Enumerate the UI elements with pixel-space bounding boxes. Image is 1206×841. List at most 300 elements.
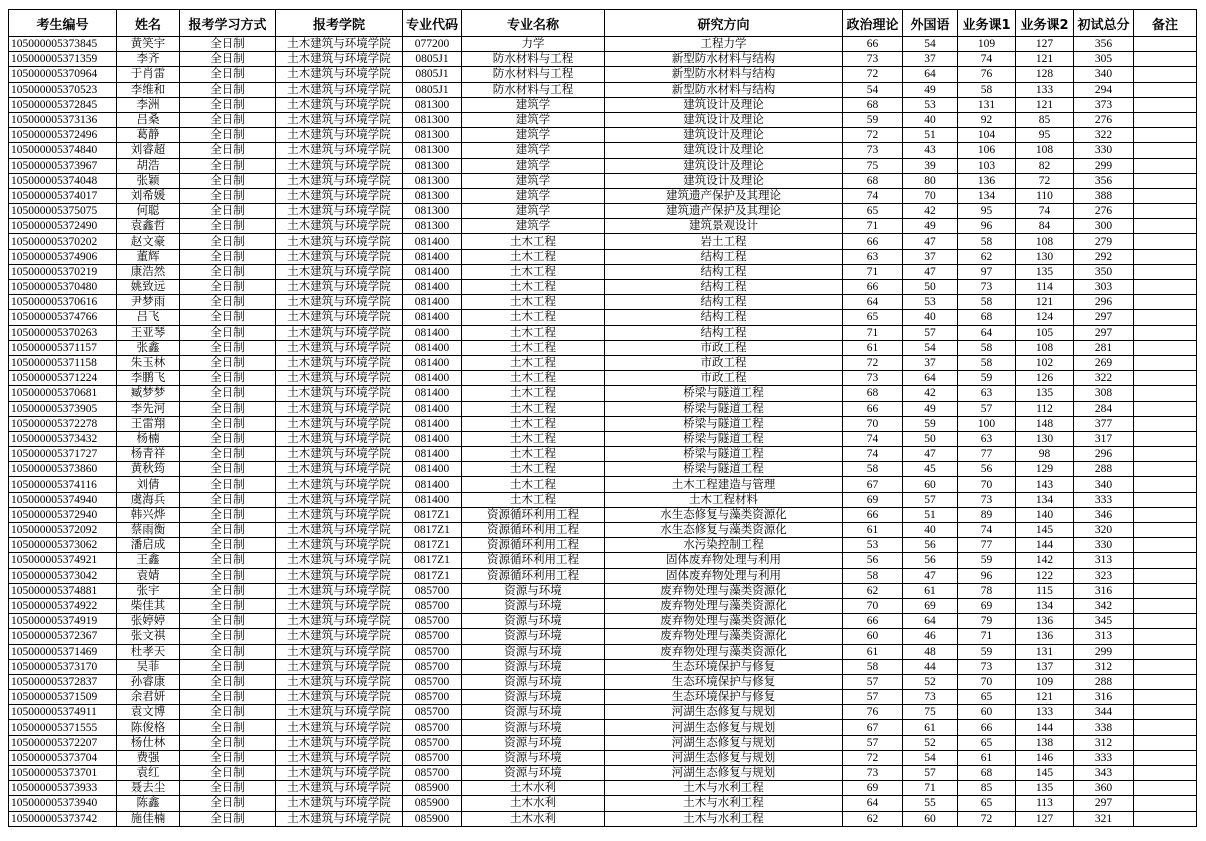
- major-name-cell: 建筑学: [462, 112, 605, 127]
- name-cell: 李洲: [117, 97, 180, 112]
- remarks-cell: [1134, 371, 1197, 386]
- major-code-cell: 081400: [403, 447, 462, 462]
- research-direction-cell: 建筑设计及理论: [605, 97, 843, 112]
- subject-1-score-cell: 68: [958, 310, 1016, 325]
- total-score-cell: 373: [1074, 97, 1134, 112]
- politics-score-cell: 65: [843, 204, 903, 219]
- name-cell: 黄笑宇: [117, 37, 180, 52]
- table-row: [9, 431, 1197, 446]
- school-cell: 土木建筑与环境学院: [276, 598, 403, 613]
- remarks-cell: [1134, 325, 1197, 340]
- research-direction-cell: 结构工程: [605, 264, 843, 279]
- school-cell: 土木建筑与环境学院: [276, 447, 403, 462]
- remarks-cell: [1134, 720, 1197, 735]
- total-score-cell: 281: [1074, 340, 1134, 355]
- major-name-cell: 土木工程: [462, 264, 605, 279]
- table-row: [9, 568, 1197, 583]
- subject-2-score-cell: 84: [1016, 219, 1074, 234]
- politics-score-cell: 72: [843, 355, 903, 370]
- table-row: [9, 766, 1197, 781]
- subject-2-score-cell: 130: [1016, 249, 1074, 264]
- major-code-cell: 081400: [403, 310, 462, 325]
- politics-score-cell: 58: [843, 462, 903, 477]
- politics-score-cell: 71: [843, 264, 903, 279]
- candidate-id-cell: 105000005373845: [9, 37, 117, 52]
- major-name-cell: 资源循环利用工程: [462, 538, 605, 553]
- research-direction-cell: 生态环境保护与修复: [605, 690, 843, 705]
- research-direction-cell: 河湖生态修复与规划: [605, 766, 843, 781]
- foreign-language-score-cell: 47: [903, 234, 958, 249]
- major-name-cell: 建筑学: [462, 158, 605, 173]
- foreign-language-score-cell: 57: [903, 766, 958, 781]
- total-score-cell: 300: [1074, 219, 1134, 234]
- school-cell: 土木建筑与环境学院: [276, 401, 403, 416]
- major-code-cell: 0817Z1: [403, 553, 462, 568]
- name-cell: 袁鑫哲: [117, 219, 180, 234]
- name-cell: 虞海兵: [117, 492, 180, 507]
- col-header-remarks: 备注: [1134, 10, 1197, 37]
- name-cell: 黄秋筠: [117, 462, 180, 477]
- school-cell: 土木建筑与环境学院: [276, 234, 403, 249]
- research-direction-cell: 土木与水利工程: [605, 811, 843, 826]
- remarks-cell: [1134, 295, 1197, 310]
- table-row: [9, 325, 1197, 340]
- major-name-cell: 建筑学: [462, 128, 605, 143]
- subject-2-score-cell: 109: [1016, 674, 1074, 689]
- subject-1-score-cell: 72: [958, 811, 1016, 826]
- candidate-id-cell: 105000005374840: [9, 143, 117, 158]
- foreign-language-score-cell: 49: [903, 219, 958, 234]
- major-name-cell: 土木工程: [462, 310, 605, 325]
- research-direction-cell: 废弃物处理与藻类资源化: [605, 614, 843, 629]
- school-cell: 土木建筑与环境学院: [276, 766, 403, 781]
- major-code-cell: 081400: [403, 371, 462, 386]
- school-cell: 土木建筑与环境学院: [276, 97, 403, 112]
- school-cell: 土木建筑与环境学院: [276, 796, 403, 811]
- foreign-language-score-cell: 53: [903, 295, 958, 310]
- name-cell: 李先河: [117, 401, 180, 416]
- col-header-foreign-language: 外国语: [903, 10, 958, 37]
- candidate-id-cell: 105000005370480: [9, 280, 117, 295]
- research-direction-cell: 桥梁与隧道工程: [605, 431, 843, 446]
- research-direction-cell: 新型防水材料与结构: [605, 82, 843, 97]
- school-cell: 土木建筑与环境学院: [276, 173, 403, 188]
- school-cell: 土木建筑与环境学院: [276, 614, 403, 629]
- subject-2-score-cell: 126: [1016, 371, 1074, 386]
- table-row: [9, 371, 1197, 386]
- study-mode-cell: 全日制: [180, 629, 276, 644]
- major-code-cell: 081300: [403, 112, 462, 127]
- subject-1-score-cell: 134: [958, 188, 1016, 203]
- total-score-cell: 276: [1074, 204, 1134, 219]
- subject-1-score-cell: 95: [958, 204, 1016, 219]
- politics-score-cell: 61: [843, 340, 903, 355]
- foreign-language-score-cell: 50: [903, 431, 958, 446]
- research-direction-cell: 河湖生态修复与规划: [605, 750, 843, 765]
- major-name-cell: 土木水利: [462, 811, 605, 826]
- subject-2-score-cell: 114: [1016, 280, 1074, 295]
- study-mode-cell: 全日制: [180, 143, 276, 158]
- table-row: [9, 705, 1197, 720]
- remarks-cell: [1134, 674, 1197, 689]
- major-code-cell: 081400: [403, 234, 462, 249]
- politics-score-cell: 61: [843, 523, 903, 538]
- subject-2-score-cell: 137: [1016, 659, 1074, 674]
- name-cell: 张颖: [117, 173, 180, 188]
- study-mode-cell: 全日制: [180, 492, 276, 507]
- major-name-cell: 资源与环境: [462, 614, 605, 629]
- subject-1-score-cell: 66: [958, 720, 1016, 735]
- name-cell: 陈俊格: [117, 720, 180, 735]
- school-cell: 土木建筑与环境学院: [276, 188, 403, 203]
- major-name-cell: 土木工程: [462, 249, 605, 264]
- school-cell: 土木建筑与环境学院: [276, 705, 403, 720]
- school-cell: 土木建筑与环境学院: [276, 386, 403, 401]
- school-cell: 土木建筑与环境学院: [276, 477, 403, 492]
- major-name-cell: 资源与环境: [462, 720, 605, 735]
- total-score-cell: 313: [1074, 629, 1134, 644]
- research-direction-cell: 结构工程: [605, 295, 843, 310]
- remarks-cell: [1134, 37, 1197, 52]
- subject-2-score-cell: 142: [1016, 553, 1074, 568]
- name-cell: 陈鑫: [117, 796, 180, 811]
- school-cell: 土木建筑与环境学院: [276, 492, 403, 507]
- major-code-cell: 085700: [403, 629, 462, 644]
- total-score-cell: 305: [1074, 52, 1134, 67]
- politics-score-cell: 72: [843, 750, 903, 765]
- remarks-cell: [1134, 310, 1197, 325]
- research-direction-cell: 生态环境保护与修复: [605, 659, 843, 674]
- total-score-cell: 350: [1074, 264, 1134, 279]
- major-code-cell: 085700: [403, 766, 462, 781]
- research-direction-cell: 固体废弃物处理与利用: [605, 568, 843, 583]
- research-direction-cell: 建筑设计及理论: [605, 173, 843, 188]
- subject-1-score-cell: 97: [958, 264, 1016, 279]
- politics-score-cell: 76: [843, 705, 903, 720]
- major-code-cell: 081400: [403, 355, 462, 370]
- table-row: [9, 173, 1197, 188]
- major-name-cell: 土木水利: [462, 781, 605, 796]
- foreign-language-score-cell: 80: [903, 173, 958, 188]
- research-direction-cell: 河湖生态修复与规划: [605, 720, 843, 735]
- major-name-cell: 土木工程: [462, 325, 605, 340]
- study-mode-cell: 全日制: [180, 735, 276, 750]
- major-code-cell: 0817Z1: [403, 507, 462, 522]
- subject-1-score-cell: 74: [958, 523, 1016, 538]
- major-name-cell: 土木工程: [462, 431, 605, 446]
- foreign-language-score-cell: 71: [903, 781, 958, 796]
- research-direction-cell: 结构工程: [605, 325, 843, 340]
- major-name-cell: 资源与环境: [462, 583, 605, 598]
- candidate-id-cell: 105000005373905: [9, 401, 117, 416]
- subject-2-score-cell: 108: [1016, 143, 1074, 158]
- foreign-language-score-cell: 57: [903, 325, 958, 340]
- name-cell: 张宇: [117, 583, 180, 598]
- politics-score-cell: 68: [843, 97, 903, 112]
- name-cell: 于肖雷: [117, 67, 180, 82]
- name-cell: 张婷婷: [117, 614, 180, 629]
- subject-2-score-cell: 133: [1016, 82, 1074, 97]
- header-row: [9, 10, 1197, 37]
- subject-2-score-cell: 115: [1016, 583, 1074, 598]
- total-score-cell: 313: [1074, 553, 1134, 568]
- study-mode-cell: 全日制: [180, 811, 276, 826]
- name-cell: 李鹏飞: [117, 371, 180, 386]
- major-code-cell: 085700: [403, 598, 462, 613]
- study-mode-cell: 全日制: [180, 158, 276, 173]
- table-row: [9, 553, 1197, 568]
- table-row: [9, 523, 1197, 538]
- research-direction-cell: 建筑设计及理论: [605, 158, 843, 173]
- major-name-cell: 建筑学: [462, 204, 605, 219]
- major-code-cell: 081400: [403, 431, 462, 446]
- study-mode-cell: 全日制: [180, 173, 276, 188]
- remarks-cell: [1134, 766, 1197, 781]
- total-score-cell: 333: [1074, 492, 1134, 507]
- major-name-cell: 土木水利: [462, 796, 605, 811]
- study-mode-cell: 全日制: [180, 234, 276, 249]
- research-direction-cell: 结构工程: [605, 280, 843, 295]
- remarks-cell: [1134, 750, 1197, 765]
- school-cell: 土木建筑与环境学院: [276, 295, 403, 310]
- table-row: [9, 750, 1197, 765]
- subject-1-score-cell: 59: [958, 371, 1016, 386]
- remarks-cell: [1134, 447, 1197, 462]
- study-mode-cell: 全日制: [180, 52, 276, 67]
- name-cell: 何聪: [117, 204, 180, 219]
- research-direction-cell: 建筑设计及理论: [605, 128, 843, 143]
- candidate-id-cell: 105000005373742: [9, 811, 117, 826]
- total-score-cell: 321: [1074, 811, 1134, 826]
- politics-score-cell: 61: [843, 644, 903, 659]
- school-cell: 土木建筑与环境学院: [276, 264, 403, 279]
- table-row: [9, 583, 1197, 598]
- foreign-language-score-cell: 37: [903, 52, 958, 67]
- major-code-cell: 085700: [403, 720, 462, 735]
- politics-score-cell: 67: [843, 720, 903, 735]
- study-mode-cell: 全日制: [180, 416, 276, 431]
- table-row: [9, 447, 1197, 462]
- total-score-cell: 338: [1074, 720, 1134, 735]
- research-direction-cell: 结构工程: [605, 249, 843, 264]
- remarks-cell: [1134, 705, 1197, 720]
- remarks-cell: [1134, 629, 1197, 644]
- subject-1-score-cell: 85: [958, 781, 1016, 796]
- study-mode-cell: 全日制: [180, 295, 276, 310]
- total-score-cell: 303: [1074, 280, 1134, 295]
- politics-score-cell: 62: [843, 811, 903, 826]
- politics-score-cell: 74: [843, 447, 903, 462]
- remarks-cell: [1134, 796, 1197, 811]
- research-direction-cell: 桥梁与隧道工程: [605, 462, 843, 477]
- research-direction-cell: 废弃物处理与藻类资源化: [605, 629, 843, 644]
- major-name-cell: 土木工程: [462, 340, 605, 355]
- remarks-cell: [1134, 568, 1197, 583]
- total-score-cell: 322: [1074, 371, 1134, 386]
- name-cell: 费强: [117, 750, 180, 765]
- foreign-language-score-cell: 56: [903, 553, 958, 568]
- candidate-id-cell: 105000005374919: [9, 614, 117, 629]
- remarks-cell: [1134, 781, 1197, 796]
- subject-2-score-cell: 138: [1016, 735, 1074, 750]
- total-score-cell: 296: [1074, 295, 1134, 310]
- total-score-cell: 294: [1074, 82, 1134, 97]
- candidate-id-cell: 105000005372092: [9, 523, 117, 538]
- name-cell: 姚致远: [117, 280, 180, 295]
- foreign-language-score-cell: 57: [903, 492, 958, 507]
- school-cell: 土木建筑与环境学院: [276, 371, 403, 386]
- candidate-id-cell: 105000005374911: [9, 705, 117, 720]
- subject-2-score-cell: 130: [1016, 431, 1074, 446]
- remarks-cell: [1134, 204, 1197, 219]
- candidate-id-cell: 105000005373940: [9, 796, 117, 811]
- candidate-id-cell: 105000005370964: [9, 67, 117, 82]
- foreign-language-score-cell: 50: [903, 280, 958, 295]
- candidate-id-cell: 105000005375075: [9, 204, 117, 219]
- name-cell: 杨青祥: [117, 447, 180, 462]
- candidate-id-cell: 105000005374048: [9, 173, 117, 188]
- study-mode-cell: 全日制: [180, 128, 276, 143]
- politics-score-cell: 72: [843, 128, 903, 143]
- subject-2-score-cell: 145: [1016, 523, 1074, 538]
- research-direction-cell: 废弃物处理与藻类资源化: [605, 583, 843, 598]
- major-name-cell: 建筑学: [462, 173, 605, 188]
- name-cell: 袁婧: [117, 568, 180, 583]
- major-code-cell: 085700: [403, 750, 462, 765]
- foreign-language-score-cell: 54: [903, 340, 958, 355]
- research-direction-cell: 水污染控制工程: [605, 538, 843, 553]
- subject-2-score-cell: 112: [1016, 401, 1074, 416]
- study-mode-cell: 全日制: [180, 568, 276, 583]
- table-row: [9, 310, 1197, 325]
- major-name-cell: 土木工程: [462, 371, 605, 386]
- politics-score-cell: 65: [843, 310, 903, 325]
- remarks-cell: [1134, 811, 1197, 826]
- remarks-cell: [1134, 614, 1197, 629]
- subject-1-score-cell: 65: [958, 735, 1016, 750]
- subject-2-score-cell: 134: [1016, 492, 1074, 507]
- research-direction-cell: 土木工程材料: [605, 492, 843, 507]
- subject-1-score-cell: 104: [958, 128, 1016, 143]
- major-code-cell: 0817Z1: [403, 568, 462, 583]
- foreign-language-score-cell: 42: [903, 386, 958, 401]
- table-row: [9, 295, 1197, 310]
- remarks-cell: [1134, 386, 1197, 401]
- col-header-major-name: 专业名称: [462, 10, 605, 37]
- subject-2-score-cell: 127: [1016, 37, 1074, 52]
- remarks-cell: [1134, 431, 1197, 446]
- subject-1-score-cell: 109: [958, 37, 1016, 52]
- subject-1-score-cell: 64: [958, 325, 1016, 340]
- subject-2-score-cell: 85: [1016, 112, 1074, 127]
- candidate-id-cell: 105000005370681: [9, 386, 117, 401]
- research-direction-cell: 建筑遗产保护及其理论: [605, 204, 843, 219]
- school-cell: 土木建筑与环境学院: [276, 204, 403, 219]
- subject-1-score-cell: 63: [958, 386, 1016, 401]
- remarks-cell: [1134, 553, 1197, 568]
- name-cell: 董辉: [117, 249, 180, 264]
- name-cell: 朱玉林: [117, 355, 180, 370]
- total-score-cell: 316: [1074, 583, 1134, 598]
- subject-1-score-cell: 71: [958, 629, 1016, 644]
- total-score-cell: 320: [1074, 523, 1134, 538]
- school-cell: 土木建筑与环境学院: [276, 67, 403, 82]
- politics-score-cell: 66: [843, 401, 903, 416]
- candidate-id-cell: 105000005372490: [9, 219, 117, 234]
- total-score-cell: 356: [1074, 37, 1134, 52]
- table-row: [9, 82, 1197, 97]
- candidate-id-cell: 105000005371469: [9, 644, 117, 659]
- name-cell: 吕桑: [117, 112, 180, 127]
- total-score-cell: 299: [1074, 158, 1134, 173]
- col-header-name: 姓名: [117, 10, 180, 37]
- table-row: [9, 720, 1197, 735]
- study-mode-cell: 全日制: [180, 355, 276, 370]
- study-mode-cell: 全日制: [180, 583, 276, 598]
- research-direction-cell: 废弃物处理与藻类资源化: [605, 644, 843, 659]
- total-score-cell: 323: [1074, 568, 1134, 583]
- major-code-cell: 085900: [403, 796, 462, 811]
- total-score-cell: 269: [1074, 355, 1134, 370]
- table-row: [9, 249, 1197, 264]
- table-row: [9, 128, 1197, 143]
- subject-1-score-cell: 96: [958, 568, 1016, 583]
- politics-score-cell: 72: [843, 67, 903, 82]
- major-code-cell: 081400: [403, 492, 462, 507]
- study-mode-cell: 全日制: [180, 310, 276, 325]
- study-mode-cell: 全日制: [180, 188, 276, 203]
- research-direction-cell: 建筑遗产保护及其理论: [605, 188, 843, 203]
- remarks-cell: [1134, 462, 1197, 477]
- remarks-cell: [1134, 82, 1197, 97]
- major-code-cell: 0805J1: [403, 82, 462, 97]
- name-cell: 臧梦梦: [117, 386, 180, 401]
- major-code-cell: 081300: [403, 143, 462, 158]
- subject-2-score-cell: 133: [1016, 705, 1074, 720]
- major-name-cell: 资源与环境: [462, 629, 605, 644]
- name-cell: 刘睿超: [117, 143, 180, 158]
- politics-score-cell: 68: [843, 386, 903, 401]
- subject-2-score-cell: 143: [1016, 477, 1074, 492]
- school-cell: 土木建筑与环境学院: [276, 674, 403, 689]
- name-cell: 蔡雨衡: [117, 523, 180, 538]
- major-code-cell: 081300: [403, 173, 462, 188]
- total-score-cell: 288: [1074, 674, 1134, 689]
- remarks-cell: [1134, 598, 1197, 613]
- table-row: [9, 644, 1197, 659]
- name-cell: 柴佳其: [117, 598, 180, 613]
- subject-2-score-cell: 135: [1016, 781, 1074, 796]
- subject-2-score-cell: 136: [1016, 629, 1074, 644]
- subject-2-score-cell: 72: [1016, 173, 1074, 188]
- study-mode-cell: 全日制: [180, 766, 276, 781]
- school-cell: 土木建筑与环境学院: [276, 325, 403, 340]
- foreign-language-score-cell: 47: [903, 264, 958, 279]
- research-direction-cell: 工程力学: [605, 37, 843, 52]
- candidate-id-cell: 105000005372207: [9, 735, 117, 750]
- foreign-language-score-cell: 52: [903, 735, 958, 750]
- candidate-id-cell: 105000005373432: [9, 431, 117, 446]
- school-cell: 土木建筑与环境学院: [276, 52, 403, 67]
- subject-2-score-cell: 144: [1016, 720, 1074, 735]
- table-row: [9, 67, 1197, 82]
- foreign-language-score-cell: 64: [903, 67, 958, 82]
- study-mode-cell: 全日制: [180, 67, 276, 82]
- subject-2-score-cell: 135: [1016, 386, 1074, 401]
- subject-2-score-cell: 140: [1016, 507, 1074, 522]
- study-mode-cell: 全日制: [180, 796, 276, 811]
- major-code-cell: 081400: [403, 386, 462, 401]
